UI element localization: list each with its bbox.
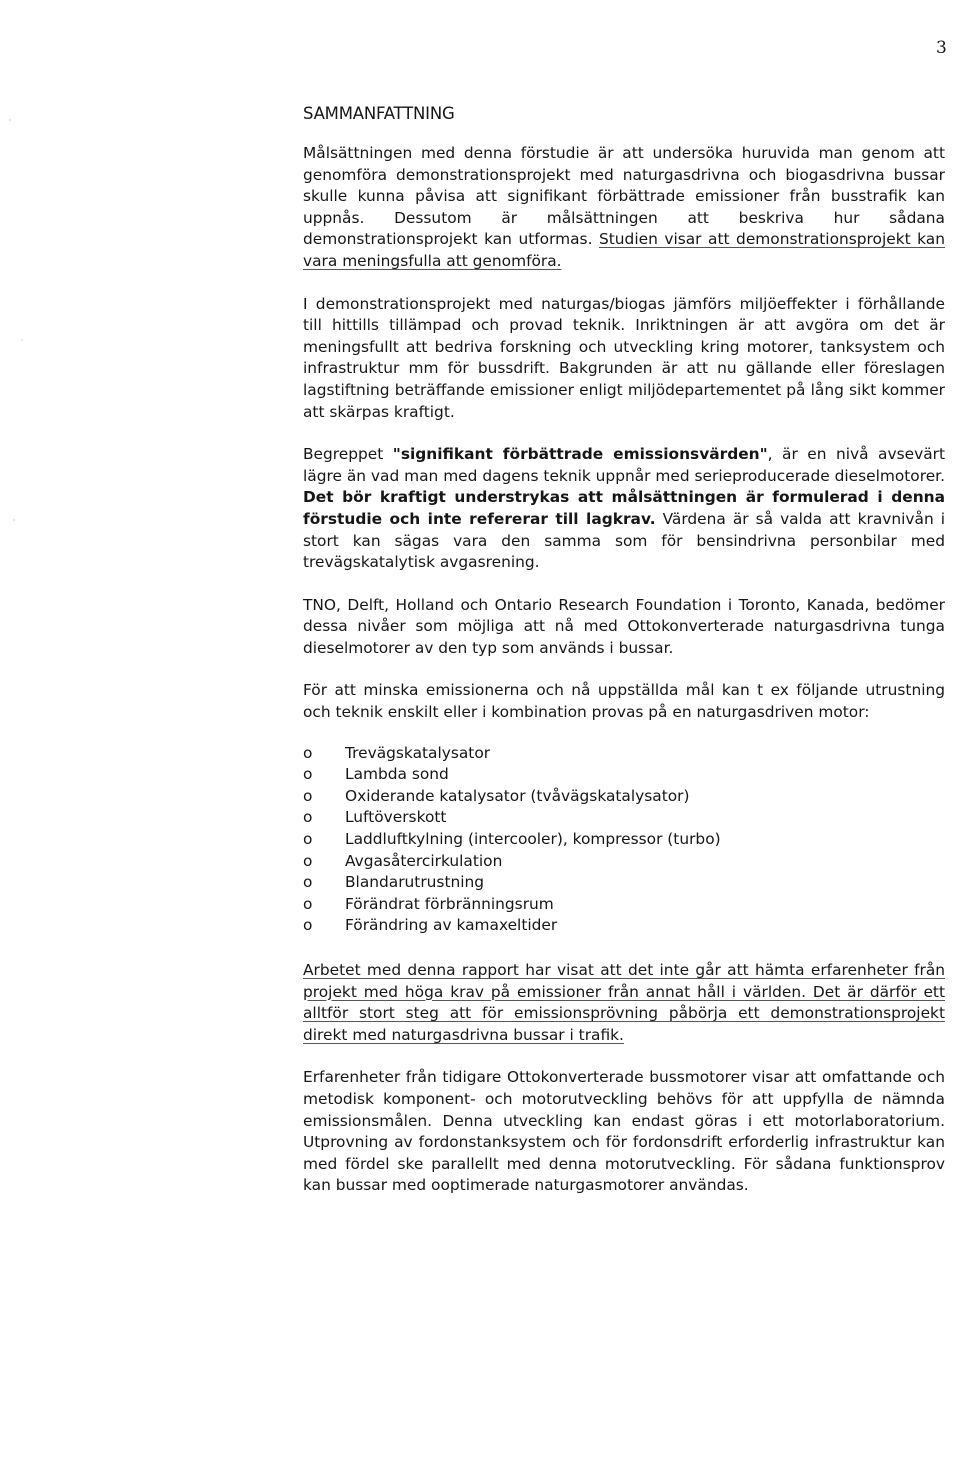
paragraph-tno: TNO, Delft, Holland och Ontario Research Foundation i Toronto, Kanada, bedömer dessa nivåer som möjliga att nå med Ottokonverterade naturgasdrivna tunga dieselmotorer av den typ som används i bussar. bbox=[303, 595, 945, 657]
bullet-marker: o bbox=[303, 743, 313, 762]
list-item bbox=[303, 807, 945, 829]
measures-list bbox=[303, 743, 945, 937]
paragraph-objective-text: Målsättningen med denna förstudie är att undersöka huruvida man genom att genomföra demonstrationsprojekt med naturgasdrivna och biogasdrivna bussar skulle kunna påvisa att signifikant förbättrade emissioner från busstrafik kan uppnås. Dessutom är målsättningen att beskriva hur sådana demonstrationsprojekt kan utformas. bbox=[303, 144, 945, 249]
list-item-label: Lambda sond bbox=[345, 765, 449, 784]
paragraph-significant-values-tail: Värdena är så valda att kravnivån i stort kan sägas vara den samma som för bensindrivna personbilar med trevägskatalytisk avgasrening. bbox=[303, 509, 945, 572]
paragraph-demonstration: I demonstrationsprojekt med naturgas/biogas jämförs miljöeffekter i förhållande till hittills tillämpad och provad teknik. Inriktningen är att avgöra om det är meningsfullt att bedriva forskning och utveckling kring motorer, tanksystem och infrastruktur mm för bussdrift. Bakgrunden är att nu gällande eller föreslagen lagstiftning beträffande emissioner enligt miljödepartementet på lång sikt kommer att skärpas kraftigt. bbox=[303, 294, 945, 421]
page-number: 3 bbox=[936, 38, 947, 58]
bullet-marker: o bbox=[303, 830, 313, 849]
list-item bbox=[303, 915, 945, 937]
list-item-label: Blandarutrustning bbox=[345, 873, 485, 892]
page-title: SAMMANFATTNING bbox=[303, 104, 455, 123]
document-body bbox=[303, 143, 945, 1218]
list-item bbox=[303, 829, 945, 851]
paragraph-measures-intro: För att minska emissionerna och nå uppställda mål kan t ex följande utrustning och teknik enskilt eller i kombination provas på en naturgasdriven motor: bbox=[303, 681, 945, 722]
list-item-label: Avgasåtercirkulation bbox=[345, 851, 503, 870]
emphasis-statement: Det bör kraftigt understrykas att målsättningen är formulerad i denna förstudie och inte refererar till lagkrav. bbox=[303, 488, 945, 528]
bullet-marker: o bbox=[303, 765, 313, 784]
bullet-marker: o bbox=[303, 916, 313, 935]
list-item-label: Luftöverskott bbox=[345, 808, 447, 827]
list-item bbox=[303, 851, 945, 873]
list-item bbox=[303, 764, 945, 786]
bullet-marker: o bbox=[303, 786, 313, 805]
list-item-label: Trevägskatalysator bbox=[345, 743, 491, 762]
paragraph-engine-development: Erfarenheter från tidigare Ottokonverterade bussmotorer visar att omfattande och metodisk komponent- och motorutveckling behövs för att uppfylla de nämnda emissionsmålen. Denna utveckling kan endast göras i ett motorlaboratorium. Utprovning av fordonstanksystem och för fordonsdrift erforderlig infrastruktur kan med fördel ske parallellt med denna motorutveckling. För sådana funktionsprov kan bussar med ooptimerade naturgasmotorer användas. bbox=[303, 1068, 945, 1195]
bullet-marker: o bbox=[303, 894, 313, 913]
paragraph-significant-values-mid: , är en nivå avsevärt lägre än vad man med dagens teknik uppnår med serieproducerade dieselmotorer. bbox=[303, 445, 945, 485]
list-item-label: Oxiderande katalysator (tvåvägskatalysator) bbox=[345, 786, 690, 805]
list-item bbox=[303, 894, 945, 916]
scan-margin-noise bbox=[0, 0, 36, 1465]
paragraph-experience-abroad: Arbetet med denna rapport har visat att det inte går att hämta erfarenheter från projekt med höga krav på emissioner från annat håll i världen. Det är därför ett alltför stort steg att för emissionsprövning påbörja ett demonstrationsprojekt direkt med naturgasdrivna bussar i trafik. bbox=[303, 961, 945, 1044]
paragraph-objective bbox=[303, 143, 945, 273]
paragraph-objective-conclusion: Studien visar att demonstrationsprojekt kan vara meningsfulla att genomföra. bbox=[303, 230, 945, 270]
list-item-label: Förändrat förbränningsrum bbox=[345, 894, 554, 913]
paragraph-significant-values bbox=[303, 444, 945, 574]
list-item bbox=[303, 743, 945, 765]
bullet-marker: o bbox=[303, 851, 313, 870]
bullet-marker: o bbox=[303, 873, 313, 892]
list-item-label: Laddluftkylning (intercooler), kompressor (turbo) bbox=[345, 830, 721, 849]
list-item-label: Förändring av kamaxeltider bbox=[345, 916, 558, 935]
significant-values-term: "signifikant förbättrade emissionsvärden" bbox=[392, 445, 768, 464]
list-item bbox=[303, 786, 945, 808]
paragraph-significant-values-lead: Begreppet bbox=[303, 445, 393, 464]
bullet-marker: o bbox=[303, 808, 313, 827]
list-item bbox=[303, 872, 945, 894]
